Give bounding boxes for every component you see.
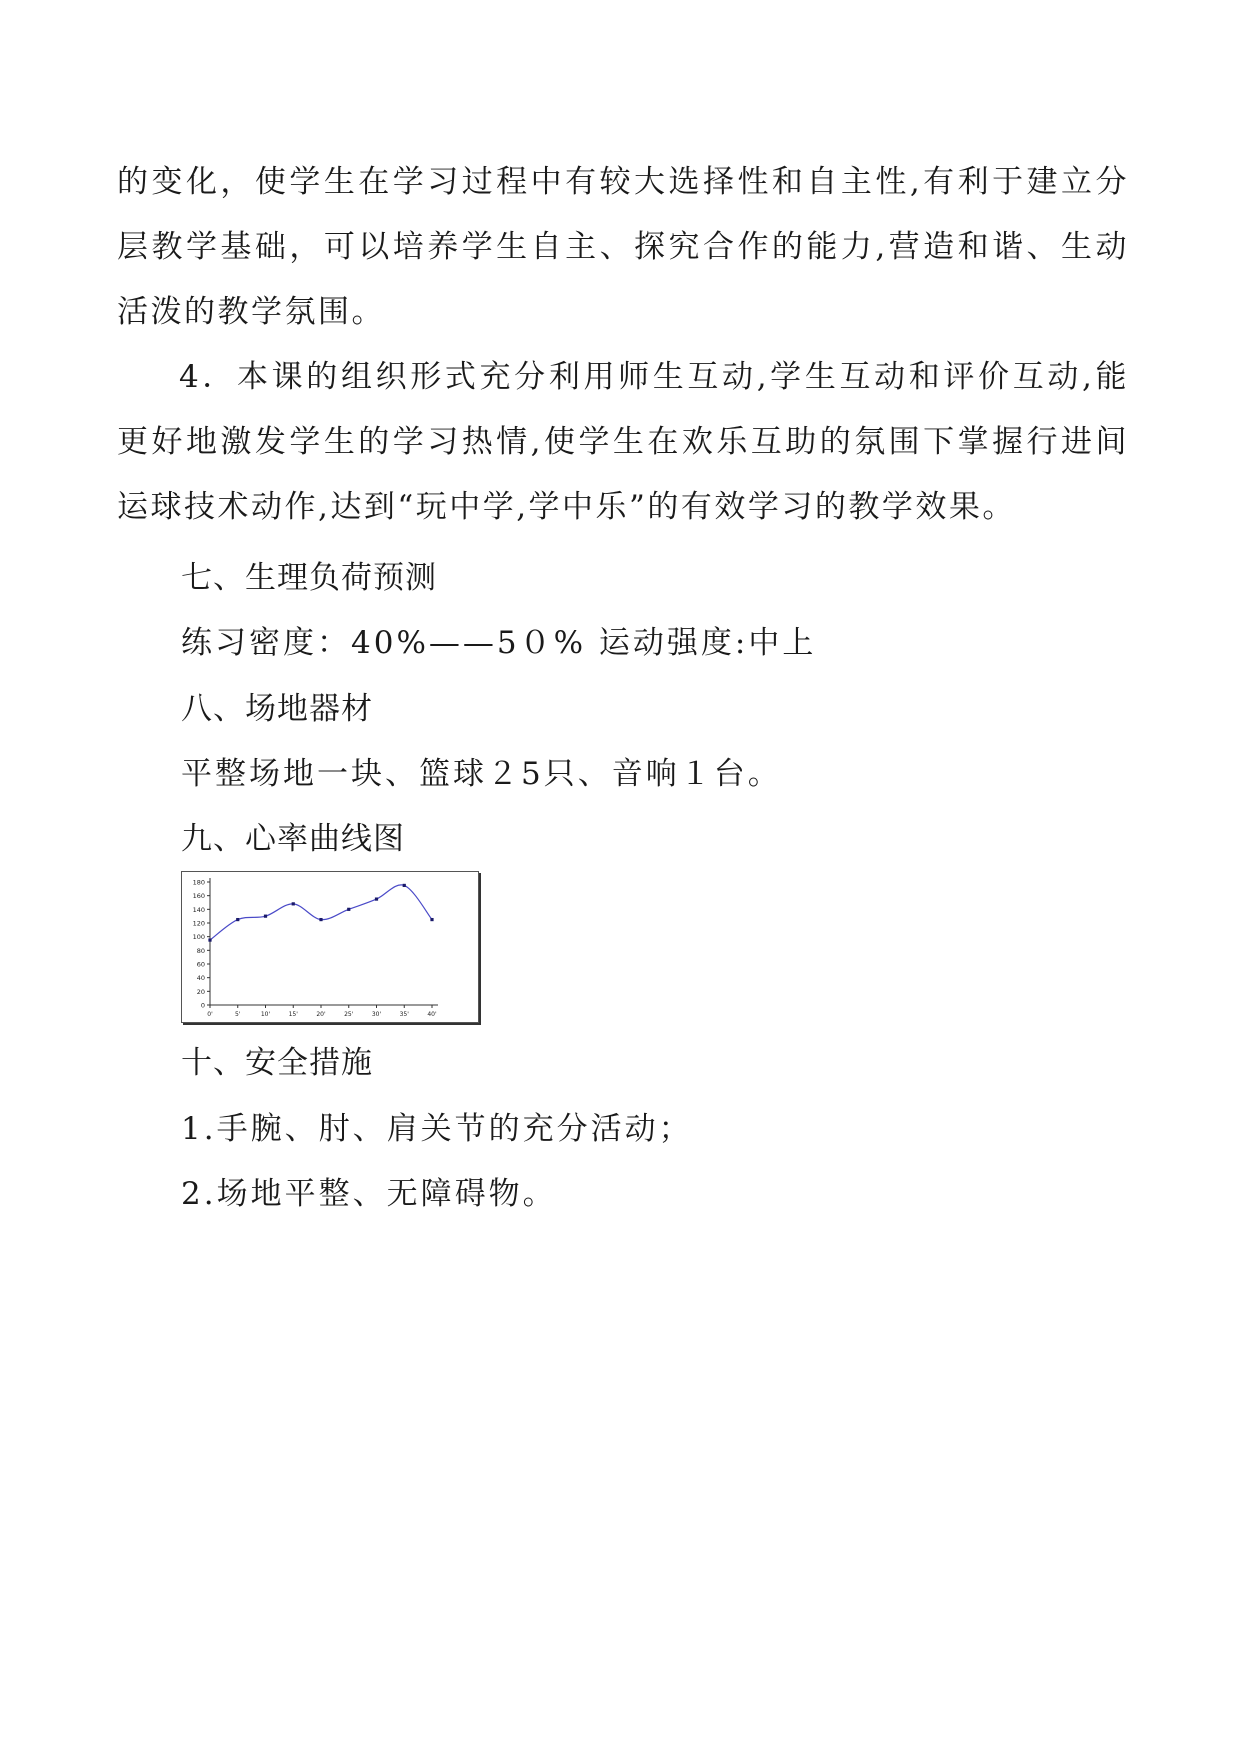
x-tick-label: 35' — [399, 1011, 409, 1018]
x-tick-label: 15' — [288, 1011, 298, 1018]
data-point — [264, 915, 267, 918]
data-point — [430, 918, 433, 921]
x-tick-label: 40' — [427, 1011, 437, 1018]
section-heading-safety: 十、安全措施 — [181, 1045, 373, 1081]
data-point — [375, 897, 378, 900]
x-tick-label: 20' — [316, 1011, 326, 1018]
x-tick-label: 30' — [371, 1011, 382, 1018]
equipment-text: 平整场地一块、篮球２5只、音响１台。 — [181, 756, 782, 792]
y-tick-label: 160 — [192, 892, 205, 901]
safety-item-1: 1.手腕、肘、肩关节的充分活动； — [181, 1111, 693, 1147]
safety-item-2: 2.场地平整、无障碍物。 — [181, 1176, 557, 1212]
y-tick-label: 180 — [192, 878, 205, 887]
series-line — [210, 885, 432, 940]
heart-rate-chart-svg — [182, 872, 478, 1022]
data-point — [403, 884, 406, 887]
heart-rate-chart — [181, 871, 479, 1023]
y-tick-label: 0 — [200, 1001, 205, 1010]
section-heading-equipment: 八、场地器材 — [181, 691, 373, 727]
y-tick-label: 40 — [196, 974, 205, 983]
x-tick-label: 5' — [235, 1011, 241, 1018]
data-point — [236, 918, 239, 921]
data-point — [208, 938, 211, 941]
load-forecast-text: 练习密度：40%——5０% 运动强度:中上 — [181, 625, 817, 661]
y-tick-label: 140 — [192, 905, 205, 914]
x-tick-label: 25' — [344, 1011, 354, 1018]
y-tick-label: 120 — [192, 919, 205, 928]
section-heading-load-forecast: 七、生理负荷预测 — [181, 560, 437, 596]
x-tick-label: 10' — [260, 1011, 271, 1018]
section-heading-heart-rate-chart: 九、心率曲线图 — [181, 821, 405, 857]
y-tick-label: 80 — [196, 946, 205, 955]
y-tick-label: 60 — [196, 960, 205, 969]
data-point — [292, 902, 295, 905]
x-tick-label: 0' — [207, 1011, 213, 1018]
paragraph-item-4: 4．本课的组织形式充分利用师生互动,学生互动和评价互动,能更好地激发学生的学习热情,使学生在欢乐互助的氛围下掌握行进间运球技术动作,达到“玩中学,学中乐”的有效学习的教学效果。 — [117, 359, 1129, 525]
y-tick-label: 100 — [192, 933, 205, 942]
data-point — [347, 908, 350, 911]
y-tick-label: 20 — [196, 987, 205, 996]
data-point — [319, 918, 322, 921]
paragraph-continuation: 的变化，使学生在学习过程中有较大选择性和自主性,有利于建立分层教学基础，可以培养学生自主、探究合作的能力,营造和谐、生动活泼的教学氛围。 — [117, 164, 1129, 330]
